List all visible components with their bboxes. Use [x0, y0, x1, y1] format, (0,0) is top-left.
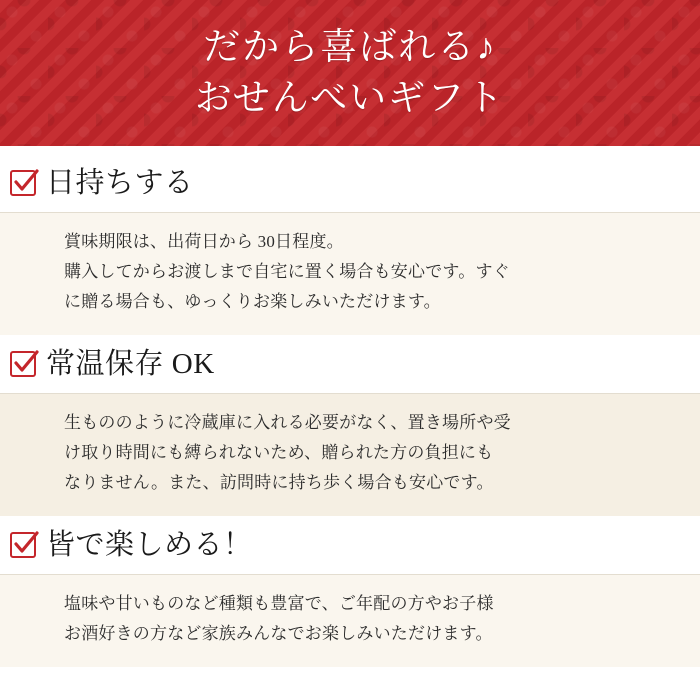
feature-1-body: [0, 213, 700, 335]
banner-text-block: [0, 0, 700, 146]
feature-3-body: [0, 575, 700, 667]
feature-2-title: 常温保存 OK: [46, 348, 215, 380]
feature-3-line-2: お酒好きの方など家族みんなでお楽しみいただけます。: [64, 624, 493, 643]
checkbox-checked-icon: [10, 351, 36, 377]
header-banner: [0, 0, 700, 146]
feature-1-line-3: に贈る場合も、ゆっくりお楽しみいただけます。: [64, 292, 441, 311]
feature-2-header: [0, 335, 700, 393]
feature-section-2: [0, 335, 700, 516]
feature-section-1: [0, 154, 700, 335]
feature-1-header: [0, 154, 700, 212]
feature-1-line-2: 購入してからお渡しまで自宅に置く場合も安心です。すぐ: [64, 262, 510, 281]
feature-3-title: 皆で楽しめる！: [46, 529, 253, 561]
checkbox-checked-icon: [10, 532, 36, 558]
feature-2-line-1: 生もののように冷蔵庫に入れる必要がなく、置き場所や受: [64, 413, 511, 432]
feature-3-line-1: 塩味や甘いものなど種類も豊富で、ご年配の方やお子様: [64, 594, 494, 613]
feature-1-line-1: 賞味期限は、出荷日から 30日程度。: [64, 232, 344, 251]
feature-section-3: [0, 516, 700, 667]
feature-1-title: 日持ちする: [46, 167, 194, 199]
feature-2-body: [0, 394, 700, 516]
feature-2-line-2: け取り時間にも縛られないため、贈られた方の負担にも: [64, 443, 494, 462]
feature-3-header: [0, 516, 700, 574]
feature-2-line-3: なりません。また、訪問時に持ち歩く場合も安心です。: [64, 473, 494, 492]
banner-headline-line-2: おせんべいギフト: [194, 78, 506, 119]
banner-headline-line-1: だから喜ばれる♪: [203, 27, 497, 68]
checkbox-checked-icon: [10, 170, 36, 196]
